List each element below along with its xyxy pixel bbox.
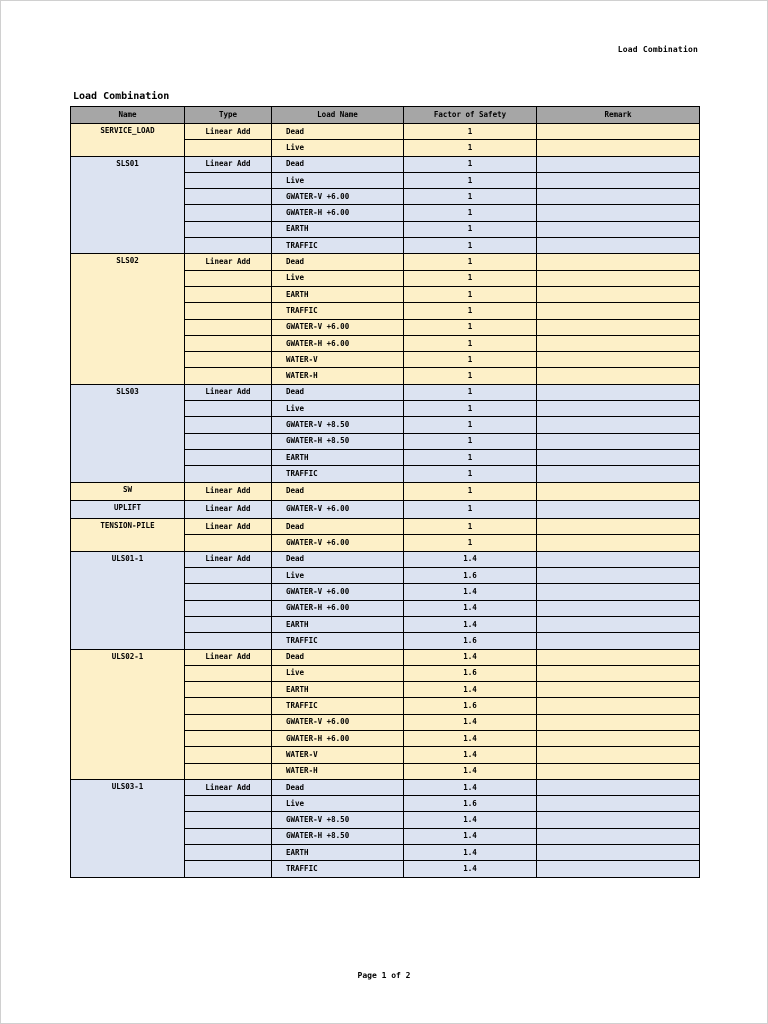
factor-of-safety-cell: 1.4 xyxy=(404,861,537,877)
combination-type-cell: Linear Add xyxy=(185,649,272,665)
table-row xyxy=(71,254,700,270)
load-name-cell: GWATER-H +6.00 xyxy=(272,205,404,221)
combination-type-cell xyxy=(185,286,272,302)
combination-type-cell xyxy=(185,466,272,482)
load-name-cell: GWATER-H +6.00 xyxy=(272,730,404,746)
remark-cell xyxy=(537,433,700,449)
table-row xyxy=(71,551,700,567)
combination-type-cell xyxy=(185,303,272,319)
factor-of-safety-cell: 1 xyxy=(404,368,537,384)
remark-cell xyxy=(537,796,700,812)
remark-cell xyxy=(537,286,700,302)
remark-cell xyxy=(537,600,700,616)
load-name-cell: GWATER-V +8.50 xyxy=(272,417,404,433)
factor-of-safety-cell: 1 xyxy=(404,172,537,188)
combination-type-cell: Linear Add xyxy=(185,779,272,795)
factor-of-safety-cell: 1 xyxy=(404,189,537,205)
remark-cell xyxy=(537,449,700,465)
combination-type-cell xyxy=(185,828,272,844)
remark-cell xyxy=(537,649,700,665)
combination-type-cell xyxy=(185,401,272,417)
remark-cell xyxy=(537,500,700,518)
remark-cell xyxy=(537,763,700,779)
remark-cell xyxy=(537,254,700,270)
factor-of-safety-cell: 1 xyxy=(404,205,537,221)
column-header-name: Name xyxy=(71,107,185,124)
combination-type-cell: Linear Add xyxy=(185,482,272,500)
load-name-cell: Live xyxy=(272,401,404,417)
combination-type-cell xyxy=(185,205,272,221)
load-name-cell: Live xyxy=(272,665,404,681)
factor-of-safety-cell: 1 xyxy=(404,124,537,140)
combination-type-cell xyxy=(185,238,272,254)
combination-type-cell xyxy=(185,221,272,237)
factor-of-safety-cell: 1 xyxy=(404,156,537,172)
table-row xyxy=(71,384,700,400)
combination-type-cell: Linear Add xyxy=(185,254,272,270)
combination-type-cell xyxy=(185,417,272,433)
factor-of-safety-cell: 1.6 xyxy=(404,633,537,649)
factor-of-safety-cell: 1.4 xyxy=(404,616,537,632)
running-header: Load Combination xyxy=(617,45,698,54)
table-row xyxy=(71,482,700,500)
load-name-cell: WATER-V xyxy=(272,747,404,763)
load-name-cell: Live xyxy=(272,172,404,188)
load-name-cell: Dead xyxy=(272,156,404,172)
combination-type-cell xyxy=(185,368,272,384)
load-name-cell: GWATER-H +8.50 xyxy=(272,433,404,449)
load-name-cell: GWATER-V +8.50 xyxy=(272,812,404,828)
factor-of-safety-cell: 1.4 xyxy=(404,682,537,698)
remark-cell xyxy=(537,812,700,828)
combination-type-cell: Linear Add xyxy=(185,500,272,518)
load-name-cell: EARTH xyxy=(272,286,404,302)
combination-type-cell: Linear Add xyxy=(185,124,272,140)
factor-of-safety-cell: 1 xyxy=(404,384,537,400)
factor-of-safety-cell: 1 xyxy=(404,254,537,270)
combination-name-cell: ULS03-1 xyxy=(71,779,185,877)
load-name-cell: Dead xyxy=(272,384,404,400)
load-name-cell: Live xyxy=(272,796,404,812)
load-name-cell: Dead xyxy=(272,551,404,567)
factor-of-safety-cell: 1 xyxy=(404,401,537,417)
combination-type-cell xyxy=(185,665,272,681)
factor-of-safety-cell: 1 xyxy=(404,519,537,535)
factor-of-safety-cell: 1 xyxy=(404,352,537,368)
factor-of-safety-cell: 1 xyxy=(404,303,537,319)
combination-type-cell xyxy=(185,861,272,877)
load-name-cell: WATER-H xyxy=(272,368,404,384)
remark-cell xyxy=(537,665,700,681)
load-name-cell: TRAFFIC xyxy=(272,238,404,254)
combination-type-cell xyxy=(185,335,272,351)
combination-name-cell: UPLIFT xyxy=(71,500,185,518)
table-row xyxy=(71,156,700,172)
load-name-cell: Dead xyxy=(272,482,404,500)
factor-of-safety-cell: 1 xyxy=(404,140,537,156)
load-name-cell: TRAFFIC xyxy=(272,466,404,482)
remark-cell xyxy=(537,568,700,584)
remark-cell xyxy=(537,221,700,237)
factor-of-safety-cell: 1.4 xyxy=(404,763,537,779)
remark-cell xyxy=(537,828,700,844)
combination-type-cell xyxy=(185,845,272,861)
remark-cell xyxy=(537,238,700,254)
load-name-cell: Live xyxy=(272,140,404,156)
load-name-cell: GWATER-H +6.00 xyxy=(272,335,404,351)
combination-name-cell: SLS03 xyxy=(71,384,185,482)
factor-of-safety-cell: 1 xyxy=(404,466,537,482)
remark-cell xyxy=(537,714,700,730)
factor-of-safety-cell: 1.6 xyxy=(404,698,537,714)
remark-cell xyxy=(537,584,700,600)
factor-of-safety-cell: 1.4 xyxy=(404,714,537,730)
load-name-cell: EARTH xyxy=(272,221,404,237)
combination-type-cell xyxy=(185,535,272,551)
remark-cell xyxy=(537,205,700,221)
remark-cell xyxy=(537,845,700,861)
load-name-cell: GWATER-H +8.50 xyxy=(272,828,404,844)
combination-type-cell xyxy=(185,698,272,714)
table-row xyxy=(71,779,700,795)
factor-of-safety-cell: 1 xyxy=(404,286,537,302)
table-body xyxy=(71,124,700,878)
load-name-cell: GWATER-V +6.00 xyxy=(272,189,404,205)
combination-type-cell xyxy=(185,189,272,205)
load-name-cell: Dead xyxy=(272,519,404,535)
load-name-cell: WATER-H xyxy=(272,763,404,779)
remark-cell xyxy=(537,747,700,763)
factor-of-safety-cell: 1 xyxy=(404,482,537,500)
remark-cell xyxy=(537,156,700,172)
remark-cell xyxy=(537,551,700,567)
remark-cell xyxy=(537,466,700,482)
remark-cell xyxy=(537,124,700,140)
combination-type-cell xyxy=(185,796,272,812)
load-name-cell: WATER-V xyxy=(272,352,404,368)
combination-name-cell: SLS02 xyxy=(71,254,185,384)
load-name-cell: Live xyxy=(272,270,404,286)
combination-type-cell xyxy=(185,633,272,649)
remark-cell xyxy=(537,519,700,535)
factor-of-safety-cell: 1 xyxy=(404,238,537,254)
factor-of-safety-cell: 1 xyxy=(404,500,537,518)
combination-type-cell xyxy=(185,568,272,584)
combination-type-cell xyxy=(185,584,272,600)
factor-of-safety-cell: 1.4 xyxy=(404,812,537,828)
combination-type-cell: Linear Add xyxy=(185,156,272,172)
load-combination-table xyxy=(70,106,700,878)
factor-of-safety-cell: 1.4 xyxy=(404,600,537,616)
factor-of-safety-cell: 1 xyxy=(404,417,537,433)
remark-cell xyxy=(537,270,700,286)
combination-name-cell: ULS02-1 xyxy=(71,649,185,779)
column-header-remark: Remark xyxy=(537,107,700,124)
load-name-cell: EARTH xyxy=(272,449,404,465)
combination-type-cell xyxy=(185,319,272,335)
factor-of-safety-cell: 1.4 xyxy=(404,730,537,746)
remark-cell xyxy=(537,779,700,795)
remark-cell xyxy=(537,482,700,500)
factor-of-safety-cell: 1.4 xyxy=(404,779,537,795)
remark-cell xyxy=(537,633,700,649)
combination-name-cell: SW xyxy=(71,482,185,500)
factor-of-safety-cell: 1.4 xyxy=(404,584,537,600)
remark-cell xyxy=(537,335,700,351)
load-name-cell: GWATER-V +6.00 xyxy=(272,535,404,551)
factor-of-safety-cell: 1.4 xyxy=(404,649,537,665)
load-name-cell: EARTH xyxy=(272,682,404,698)
load-name-cell: Dead xyxy=(272,779,404,795)
combination-name-cell: TENSION-PILE xyxy=(71,519,185,552)
load-name-cell: TRAFFIC xyxy=(272,861,404,877)
combination-name-cell: SERVICE_LOAD xyxy=(71,124,185,157)
remark-cell xyxy=(537,616,700,632)
factor-of-safety-cell: 1 xyxy=(404,319,537,335)
page-number: Page 1 of 2 xyxy=(357,971,411,980)
remark-cell xyxy=(537,319,700,335)
load-name-cell: EARTH xyxy=(272,616,404,632)
factor-of-safety-cell: 1 xyxy=(404,449,537,465)
load-name-cell: EARTH xyxy=(272,845,404,861)
combination-type-cell xyxy=(185,433,272,449)
remark-cell xyxy=(537,172,700,188)
combination-type-cell xyxy=(185,714,272,730)
remark-cell xyxy=(537,417,700,433)
combination-type-cell xyxy=(185,616,272,632)
load-name-cell: GWATER-V +6.00 xyxy=(272,500,404,518)
load-name-cell: Dead xyxy=(272,254,404,270)
factor-of-safety-cell: 1 xyxy=(404,335,537,351)
load-name-cell: GWATER-H +6.00 xyxy=(272,600,404,616)
remark-cell xyxy=(537,303,700,319)
combination-type-cell xyxy=(185,600,272,616)
table-header-row xyxy=(71,107,700,124)
document-title: Load Combination xyxy=(73,91,170,102)
load-name-cell: Dead xyxy=(272,124,404,140)
remark-cell xyxy=(537,140,700,156)
load-name-cell: GWATER-V +6.00 xyxy=(272,714,404,730)
remark-cell xyxy=(537,368,700,384)
load-name-cell: Live xyxy=(272,568,404,584)
remark-cell xyxy=(537,352,700,368)
combination-type-cell xyxy=(185,172,272,188)
load-name-cell: TRAFFIC xyxy=(272,303,404,319)
factor-of-safety-cell: 1.4 xyxy=(404,845,537,861)
table-row xyxy=(71,124,700,140)
combination-type-cell: Linear Add xyxy=(185,551,272,567)
factor-of-safety-cell: 1.6 xyxy=(404,796,537,812)
remark-cell xyxy=(537,698,700,714)
column-header-type: Type xyxy=(185,107,272,124)
remark-cell xyxy=(537,861,700,877)
column-header-load-name: Load Name xyxy=(272,107,404,124)
combination-type-cell xyxy=(185,352,272,368)
combination-type-cell xyxy=(185,812,272,828)
remark-cell xyxy=(537,682,700,698)
remark-cell xyxy=(537,189,700,205)
combination-type-cell xyxy=(185,730,272,746)
combination-type-cell xyxy=(185,270,272,286)
combination-type-cell xyxy=(185,682,272,698)
table-row xyxy=(71,500,700,518)
combination-type-cell xyxy=(185,140,272,156)
combination-name-cell: ULS01-1 xyxy=(71,551,185,649)
remark-cell xyxy=(537,535,700,551)
table-row xyxy=(71,519,700,535)
factor-of-safety-cell: 1 xyxy=(404,221,537,237)
load-name-cell: TRAFFIC xyxy=(272,698,404,714)
combination-type-cell: Linear Add xyxy=(185,384,272,400)
load-name-cell: GWATER-V +6.00 xyxy=(272,319,404,335)
factor-of-safety-cell: 1.4 xyxy=(404,551,537,567)
load-name-cell: Dead xyxy=(272,649,404,665)
load-name-cell: GWATER-V +6.00 xyxy=(272,584,404,600)
factor-of-safety-cell: 1.4 xyxy=(404,828,537,844)
combination-name-cell: SLS01 xyxy=(71,156,185,254)
combination-type-cell: Linear Add xyxy=(185,519,272,535)
combination-type-cell xyxy=(185,449,272,465)
factor-of-safety-cell: 1 xyxy=(404,270,537,286)
remark-cell xyxy=(537,730,700,746)
factor-of-safety-cell: 1 xyxy=(404,433,537,449)
factor-of-safety-cell: 1.4 xyxy=(404,747,537,763)
remark-cell xyxy=(537,401,700,417)
factor-of-safety-cell: 1.6 xyxy=(404,568,537,584)
remark-cell xyxy=(537,384,700,400)
factor-of-safety-cell: 1 xyxy=(404,535,537,551)
load-name-cell: TRAFFIC xyxy=(272,633,404,649)
factor-of-safety-cell: 1.6 xyxy=(404,665,537,681)
column-header-factor-of-safety: Factor of Safety xyxy=(404,107,537,124)
combination-type-cell xyxy=(185,763,272,779)
combination-type-cell xyxy=(185,747,272,763)
table-row xyxy=(71,649,700,665)
